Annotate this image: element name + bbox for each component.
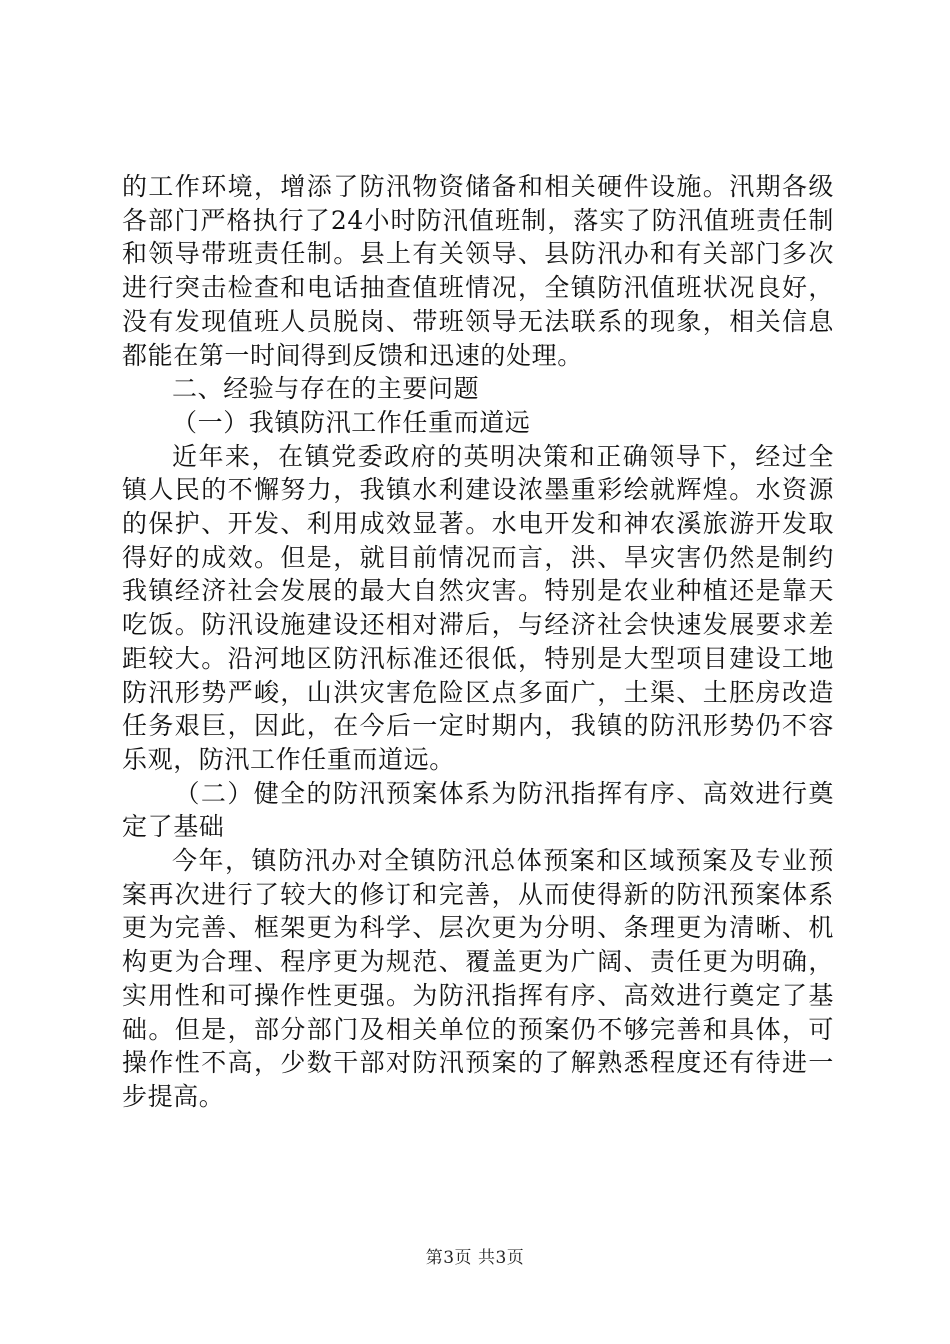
document-body bbox=[122, 170, 834, 1114]
section-heading-experience: 二、经验与存在的主要问题 bbox=[172, 374, 480, 404]
subsection-heading-1: （一）我镇防汛工作任重而道远 bbox=[172, 407, 531, 437]
paragraph-plan-system: 今年，镇防汛办对全镇防汛总体预案和区域预案及专业预案再次进行了较大的修订和完善，从而使得新的防汛预案体系更为完善、框架更为科学、层次更为分明、条理更为清晰、机构更为合理、程序更为规范、覆盖更为广阔、责任更为明确，实用性和可操作性更强。为防汛指挥有序、高效进行奠定了基础。但是，部分部门及相关单位的预案仍不够完善和具体，可操作性不高，少数干部对防汛预案的了解熟悉程度还有待进一步提高。 bbox=[122, 846, 834, 1111]
subsection-heading-2: （二）健全的防汛预案体系为防汛指挥有序、高效进行奠定了基础 bbox=[122, 778, 834, 842]
page-number-footer: 第3页 共3页 bbox=[425, 1248, 525, 1268]
paragraph-duty-system: 的工作环境，增添了防汛物资储备和相关硬件设施。汛期各级各部门严格执行了24小时防汛值班制，落实了防汛值班责任制和领导带班责任制。县上有关领导、县防汛办和有关部门多次进行突击检查和电话抽查值班情况，全镇防汛值班状况良好，没有发现值班人员脱岗、带班领导无法联系的现象，相关信息都能在第一时间得到反馈和迅速的处理。 bbox=[122, 172, 834, 370]
paragraph-flood-situation: 近年来，在镇党委政府的英明决策和正确领导下，经过全镇人民的不懈努力，我镇水利建设浓墨重彩绘就辉煌。水资源的保护、开发、利用成效显著。水电开发和神农溪旅游开发取得好的成效。但是，就目前情况而言，洪、旱灾害仍然是制约我镇经济社会发展的最大自然灾害。特别是农业种植还是靠天吃饭。防汛设施建设还相对滞后，与经济社会快速发展要求差距较大。沿河地区防汛标准还很低，特别是大型项目建设工地防汛形势严峻，山洪灾害危险区点多面广，土渠、土胚房改造任务艰巨，因此，在今后一定时期内，我镇的防汛形势仍不容乐观，防汛工作任重而道远。 bbox=[122, 441, 834, 774]
